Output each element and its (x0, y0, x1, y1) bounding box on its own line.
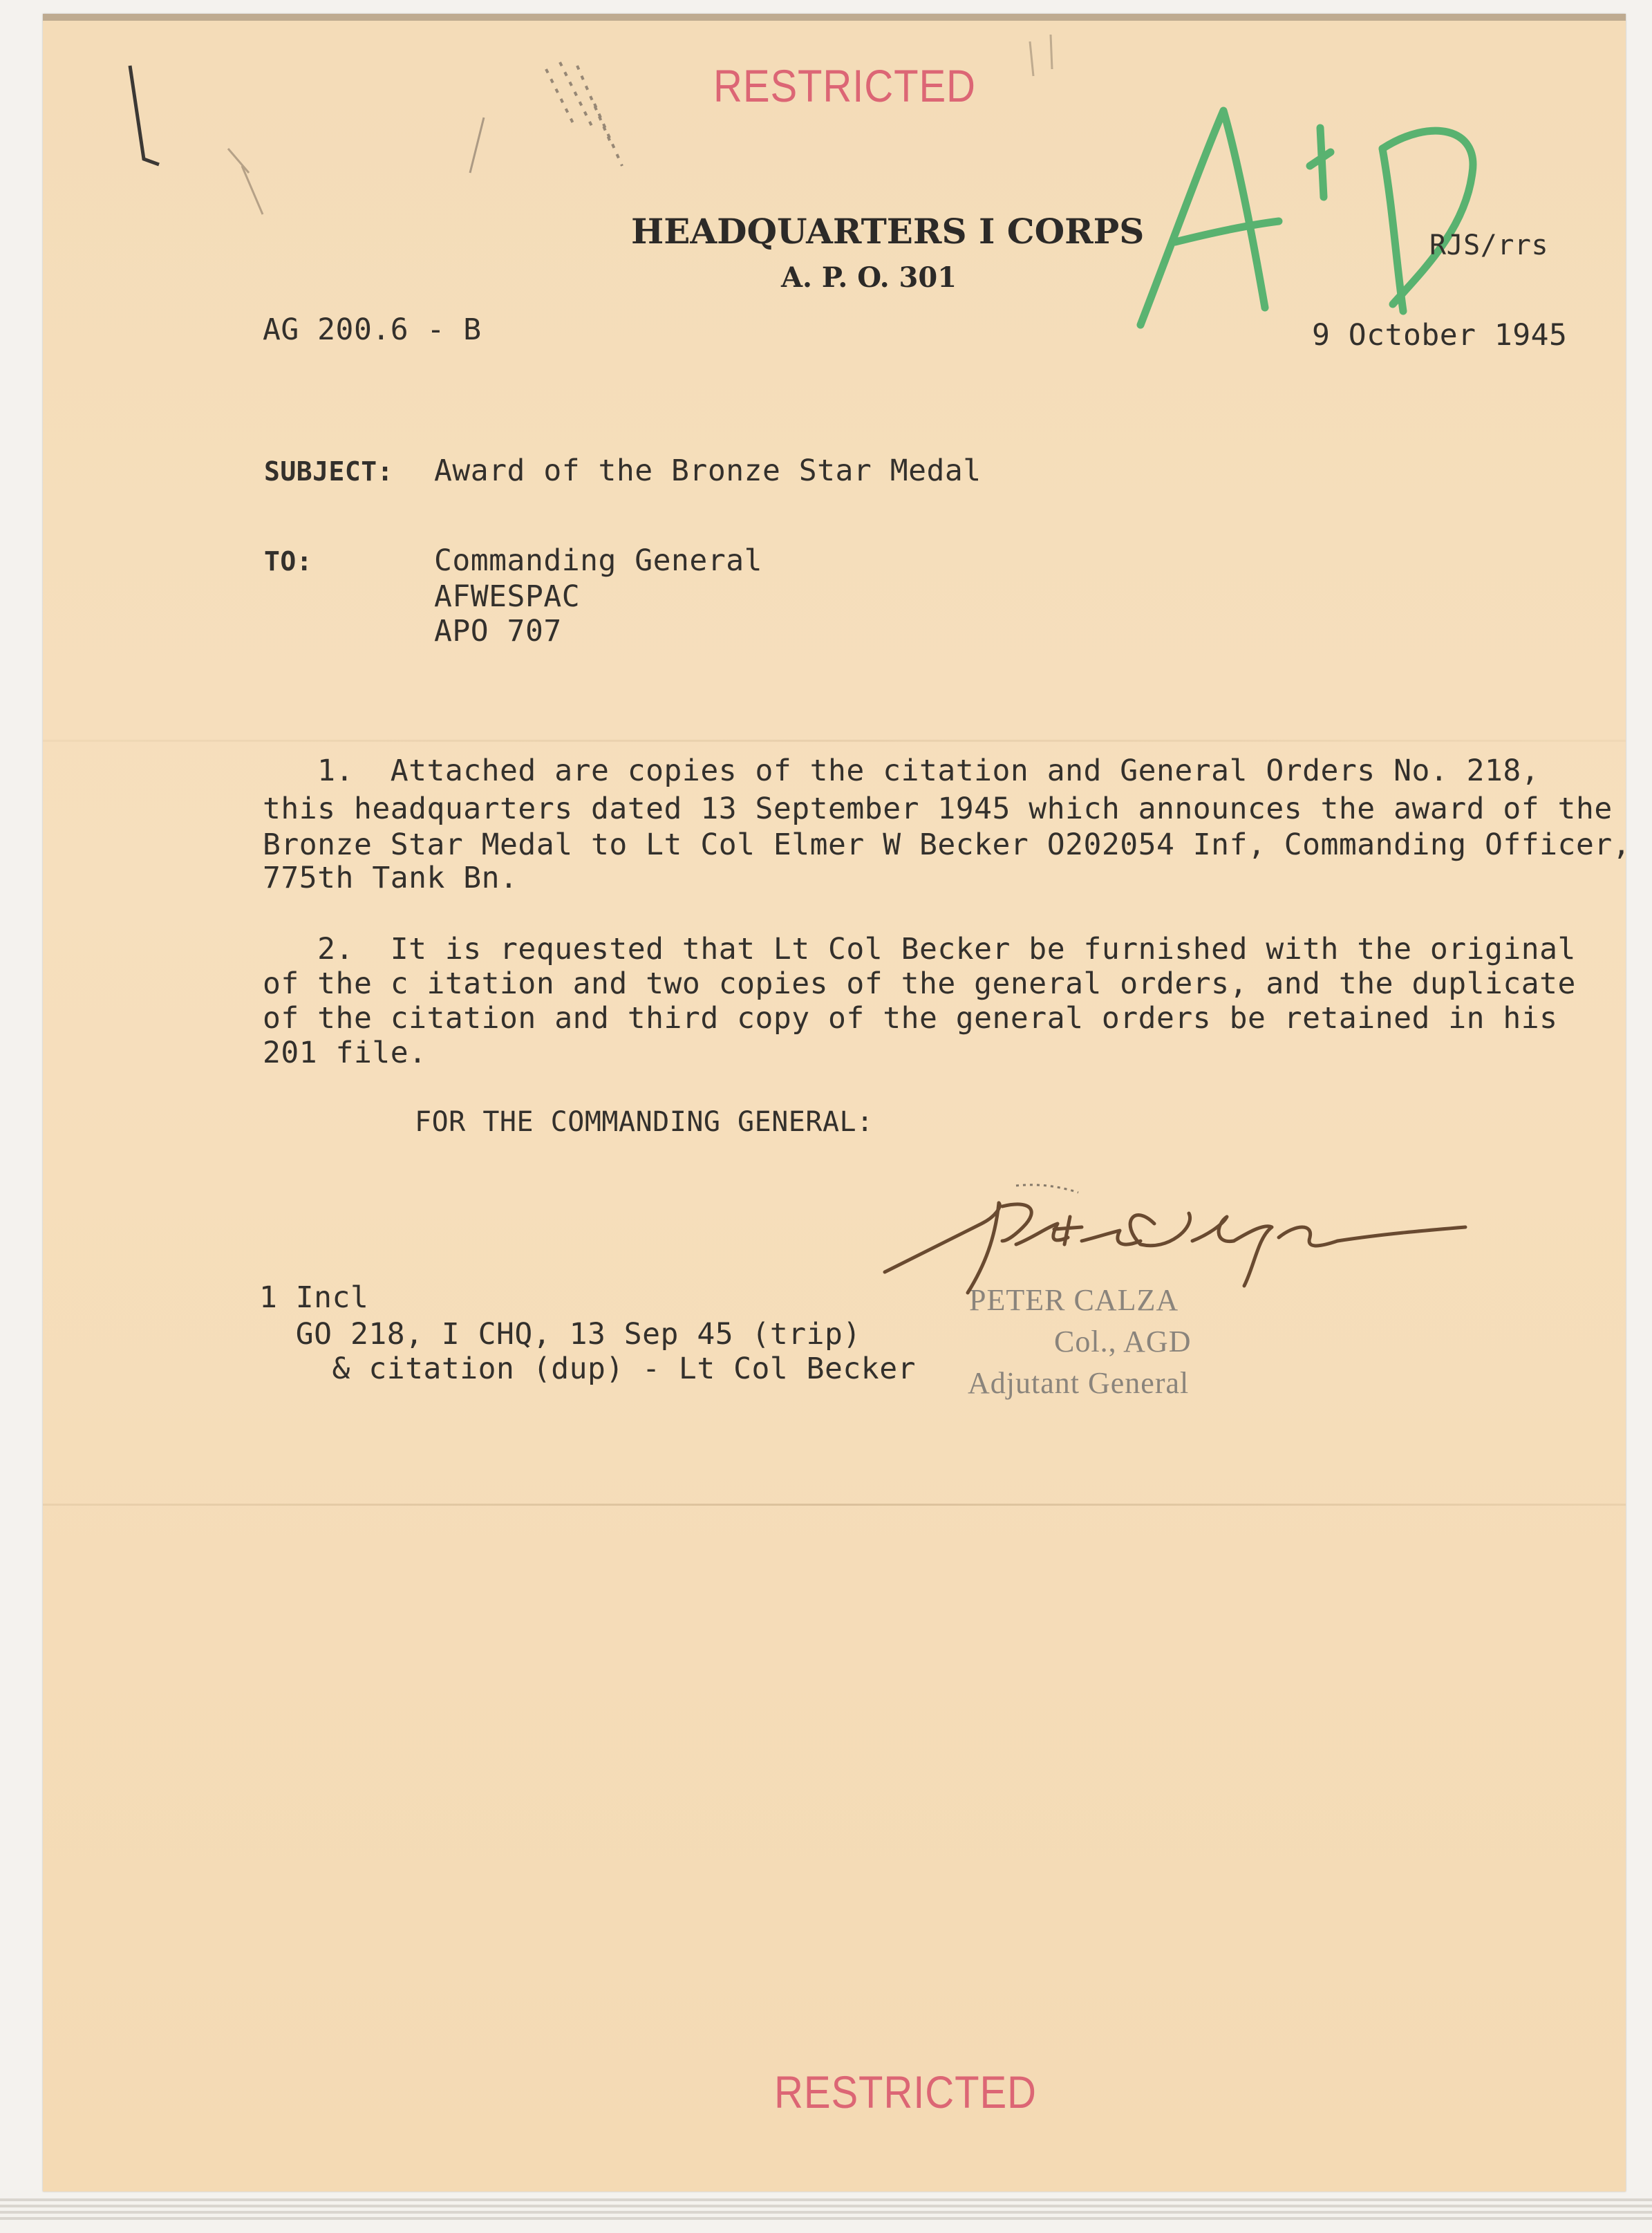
to-line: APO 707 (434, 614, 562, 648)
file-code: AG 200.6 - B (263, 312, 482, 347)
subject-text: Award of the Bronze Star Medal (434, 454, 982, 488)
to-line: Commanding General (434, 543, 762, 578)
signatory-rank: Col., AGD (1054, 1325, 1192, 1358)
paragraph-1-line: Bronze Star Medal to Lt Col Elmer W Becker O202054 Inf, Commanding Officer, (263, 828, 1631, 862)
paragraph-1-line: 1. Attached are copies of the citation and General Orders No. 218, (263, 754, 1540, 788)
restricted-stamp-bottom: RESTRICTED (774, 2066, 1037, 2118)
enclosure-line: 1 Incl (259, 1280, 369, 1315)
restricted-stamp-top: RESTRICTED (713, 60, 976, 111)
enclosure-line: & citation (dup) - Lt Col Becker (259, 1352, 916, 1386)
paragraph-1-line: 775th Tank Bn. (263, 861, 518, 895)
signatory-title: Adjutant General (968, 1366, 1190, 1400)
paragraph-2-line: 2. It is requested that Lt Col Becker be furnished with the original (263, 932, 1576, 966)
subject-label: SUBJECT: (264, 456, 394, 487)
signatory-name: PETER CALZA (969, 1283, 1179, 1317)
letter-date: 9 October 1945 (1312, 318, 1568, 353)
enclosure-line: GO 218, I CHQ, 13 Sep 45 (trip) (259, 1317, 861, 1352)
to-line: AFWESPAC (434, 579, 581, 614)
reference-initials: RJS/rrs (1429, 230, 1549, 261)
letterhead-apo: A. P. O. 301 (781, 261, 957, 294)
to-label: TO: (264, 546, 313, 577)
letterhead-title: HEADQUARTERS I CORPS (631, 211, 1145, 252)
closing-line: FOR THE COMMANDING GENERAL: (415, 1106, 874, 1138)
paragraph-2-line: 201 file. (263, 1036, 427, 1070)
paragraph-2-line: of the c itation and two copies of the general orders, and the duplicate (263, 966, 1576, 1001)
paragraph-1-line: this headquarters dated 13 September 1945 which announces the award of the (263, 792, 1613, 826)
paragraph-2-line: of the citation and third copy of the general orders be retained in his (263, 1001, 1558, 1036)
